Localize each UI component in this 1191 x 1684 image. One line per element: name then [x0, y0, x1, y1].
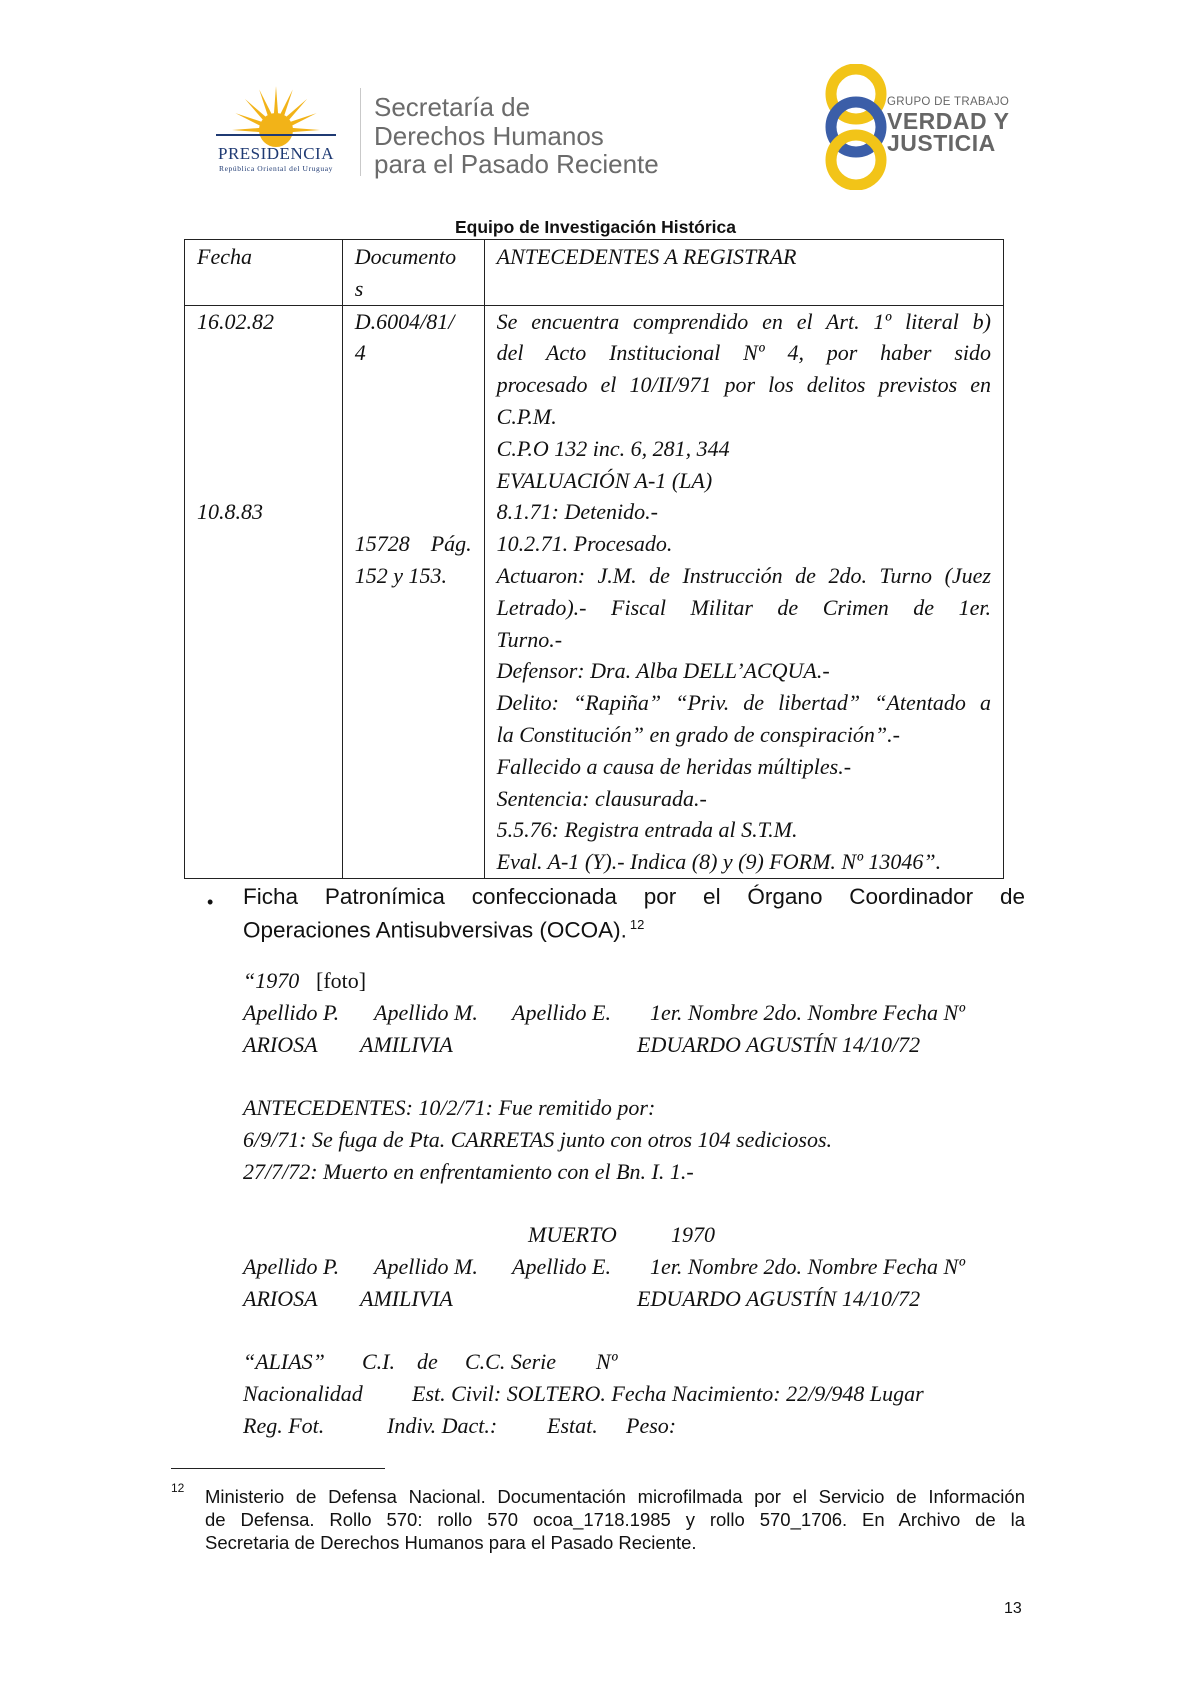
footnote-line-2: de Defensa. Rollo 570: rollo 570 ocoa_1718.1985 y rollo 570_1706. En Archivo de la	[205, 1509, 1025, 1530]
antecedente-line: la Constitución” en grado de conspiración”.-	[496, 721, 900, 747]
fecha-2: 10.8.83	[197, 499, 263, 525]
doc-1b: 4	[354, 340, 366, 366]
footnote-ref: 12	[629, 917, 645, 932]
value-apellido-m: AMILIVIA	[360, 1286, 453, 1311]
antecedente-line: Letrado).- Fiscal Militar de Crimen de 1er.	[496, 594, 991, 620]
table-row	[185, 305, 1004, 878]
value-apellido-m: AMILIVIA	[360, 1032, 453, 1057]
secretaria-line-3: para el Pasado Reciente	[374, 149, 659, 179]
antecedente-line: procesado el 10/II/971 por los delitos previstos en	[496, 372, 991, 398]
antecedente-line: C.P.M.	[496, 403, 557, 429]
alias-label: “ALIAS”	[243, 1349, 325, 1374]
value-apellido-p: ARIOSA	[243, 1286, 318, 1311]
header-documentos: Documento s	[342, 240, 484, 306]
bullet-line-1: Ficha Patronímica confeccionada por el Órgano Coordinador de	[243, 884, 1025, 909]
peso-label: Peso:	[626, 1413, 677, 1438]
antecedente-line: Fallecido a causa de heridas múltiples.-	[496, 753, 852, 779]
label-apellido-m: Apellido M.	[374, 1000, 478, 1025]
antecedentes-line: 6/9/71: Se fuga de Pta. CARRETAS junto con otros 104 sediciosos.	[243, 1127, 833, 1152]
grupo-line-1: GRUPO DE TRABAJO	[887, 96, 1010, 108]
page-number: 13	[1004, 1600, 1022, 1617]
reg-fot-label: Reg. Fot.	[243, 1413, 325, 1438]
antecedente-line: Eval. A-1 (Y).- Indica (8) y (9) FORM. Nº 13046”.	[496, 849, 942, 875]
presidencia-name: PRESIDENCIA	[217, 144, 334, 163]
doc-2b: 152 y 153.	[354, 562, 447, 588]
numero-label: Nº	[596, 1349, 618, 1374]
bullet-line-2: Operaciones Antisubversivas (OCOA). $^{12}$	[243, 917, 645, 943]
secretaria-line-2: Derechos Humanos	[374, 121, 604, 151]
doc-1a: D.6004/81/	[354, 308, 455, 334]
antecedente-line: Delito: “Rapiña” “Priv. de libertad” “Atentado a	[496, 690, 991, 716]
label-apellido-e: Apellido E.	[512, 1254, 611, 1279]
ci-label: C.I.	[362, 1349, 395, 1374]
label-nombres-fecha: 1er. Nombre 2do. Nombre Fecha Nº	[650, 1000, 965, 1025]
quote-foto: [foto]	[316, 968, 367, 993]
footnote-number: 12	[171, 1481, 185, 1495]
antecedentes-cell	[484, 305, 1003, 878]
label-apellido-m: Apellido M.	[374, 1254, 478, 1279]
antecedente-line: Turno.-	[496, 626, 563, 652]
antecedente-line: EVALUACIÓN A-1 (LA)	[496, 467, 713, 493]
antecedentes-table	[184, 239, 1004, 879]
value-nombre-fecha: EDUARDO AGUSTÍN 14/10/72	[637, 1032, 921, 1057]
antecedente-line: 8.1.71: Detenido.-	[496, 499, 658, 525]
de-label: de	[417, 1349, 438, 1374]
presidencia-subtitle: República Oriental del Uruguay	[218, 164, 333, 173]
label-apellido-e: Apellido E.	[512, 1000, 611, 1025]
secretaria-line-1: Secretaría de	[374, 92, 531, 122]
antecedente-line: Sentencia: clausurada.-	[496, 785, 707, 811]
fecha-1: 16.02.82	[197, 308, 274, 334]
value-apellido-p: ARIOSA	[243, 1032, 318, 1057]
label-nombres-fecha: 1er. Nombre 2do. Nombre Fecha Nº	[650, 1254, 965, 1279]
fecha-cell	[185, 305, 343, 878]
doc-2a: 15728 Pág.	[354, 531, 472, 557]
quote-year: “1970	[243, 968, 300, 993]
value-nombre-fecha: EDUARDO AGUSTÍN 14/10/72	[637, 1286, 921, 1311]
footnote-line-1: Ministerio de Defensa Nacional. Documentación microfilmada por el Servicio de Información	[205, 1486, 1025, 1507]
team-heading: Equipo de Investigación Histórica	[454, 217, 737, 237]
cc-serie-label: C.C. Serie	[465, 1349, 557, 1374]
antecedente-line: 5.5.76: Registra entrada al S.T.M.	[496, 817, 798, 843]
label-apellido-p: Apellido P.	[243, 1254, 340, 1279]
antecedente-line: 10.2.71. Procesado.	[496, 531, 673, 557]
antecedente-line: Se encuentra comprendido en el Art. 1º literal b)	[496, 308, 991, 334]
grupo-line-2: VERDAD Y	[887, 108, 1010, 134]
estat-label: Estat.	[547, 1413, 598, 1438]
footnote-line-3: Secretaria de Derechos Humanos para el Pasado Reciente.	[205, 1532, 697, 1553]
footnote-rule	[171, 1468, 385, 1469]
header-fecha: Fecha	[185, 240, 343, 306]
documentos-cell	[342, 305, 484, 878]
antecedentes-line: ANTECEDENTES: 10/2/71: Fue remitido por:	[243, 1095, 656, 1120]
muerto-year: 1970	[671, 1222, 715, 1247]
antecedentes-line: 27/7/72: Muerto en enfrentamiento con el Bn. I. 1.-	[243, 1159, 694, 1184]
grupo-line-3: JUSTICIA	[887, 130, 996, 156]
indiv-dact-label: Indiv. Dact.:	[387, 1413, 498, 1438]
antecedente-line: C.P.O 132 inc. 6, 281, 344	[496, 435, 730, 461]
label-apellido-p: Apellido P.	[243, 1000, 340, 1025]
table-header-row	[185, 240, 1004, 306]
antecedente-line: Defensor: Dra. Alba DELL’ACQUA.-	[496, 658, 830, 684]
antecedente-line: Actuaron: J.M. de Instrucción de 2do. Turno (Juez	[496, 562, 991, 588]
nacionalidad-label: Nacionalidad	[243, 1381, 363, 1406]
header-divider	[360, 88, 361, 176]
header-antecedentes: ANTECEDENTES A REGISTRAR	[484, 240, 1003, 306]
muerto-label: MUERTO	[528, 1222, 617, 1247]
est-civil-line: Est. Civil: SOLTERO. Fecha Nacimiento: 22/9/948 Lugar	[412, 1381, 924, 1406]
antecedente-line: del Acto Institucional Nº 4, por haber sido	[496, 340, 991, 366]
bullet-dot: •	[207, 892, 214, 912]
